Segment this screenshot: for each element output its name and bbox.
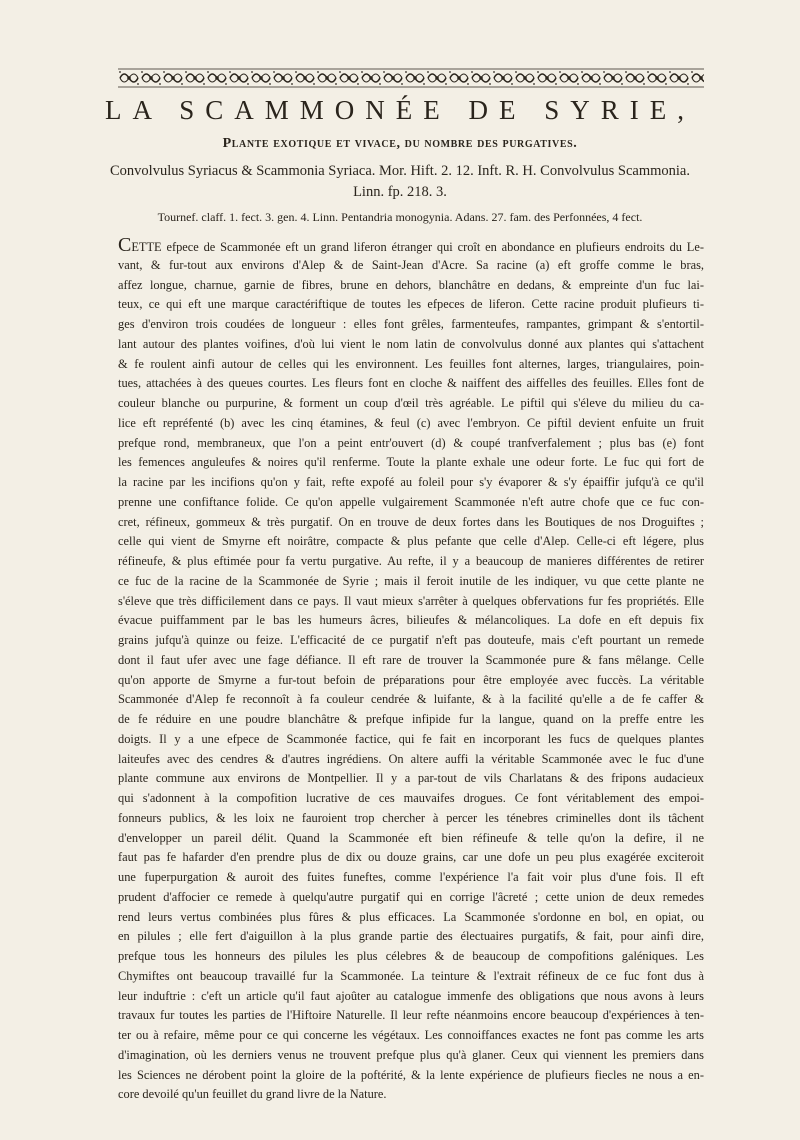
body-line: les femences anguleufes & noires qu'il renferme. Toute la plante exhale une odeur forte. Le fuc qui fort de [118,455,704,470]
body-line: prudent d'affocier ce remede à quelqu'autre purgatif qui en corrige l'âcreté ; cette union de deux remedes [118,889,704,904]
body-line: & fe roulent ainfi autour de celles qui les environnent. Les feuilles font alternes, larges, triangulaires, poin- [118,356,704,371]
body-line: d'imagination, où les derniers venus ne trouvent prefque plus qu'à glaner. Ceux qui viennent les premiers dans [118,1047,704,1062]
body-text [118,236,704,1105]
body-line: réfineufe, & plus eftimée pour fa vertu purgative. Au refte, il y a beaucoup de manieres différentes de retirer [118,554,704,568]
body-line: grains jufqu'à quinze ou feize. L'efficacité de ce purgatif n'eft pas douteufe, mais c'eft pourtant un remede [118,633,704,647]
body-line: rend leurs vertus combinées plus fûres & plus efficaces. La Scammonée s'ordonne en bol, en opiat, ou [118,909,704,924]
body-line: d'envelopper un pareil délit. Quand la Scammonée eft bien réfineufe & telle qu'on la defire, il ne [118,830,704,845]
page-subtitle: Plante exotique et vivace, du nombre des purgatives. [222,136,578,151]
body-line: de fe réduire en une poudre blanchâtre & prefque infipide fur la langue, quand on la preffe entre les [118,712,704,726]
body-line: lice eft repréfenté (b) avec les cinq étamines, & feul (c) avec l'embryon. Ce piftil devient enfuite un fruit [118,415,704,430]
body-line: celle qui vient de Smyrne eft noirâtre, compacte & plus pefante que celle d'Alep. Celle-ci eft légere, plus [118,534,704,549]
body-line: en pilules ; elle fert d'aiguillon à la plus grande partie des électuaires purgatifs, & fait, pour ainfi dire, [118,929,704,944]
body-line: ges d'environ trois coudées de longueur : elles font grêles, farmenteufes, rampantes, grimpant & s'entortil- [118,317,704,331]
body-line: faut pas fe hafarder d'en prendre plus de dix ou douze grains, car une dofe un peu plus exagérée exciteroit [118,850,704,865]
body-line: lant autour des plantes voifines, d'où lui vient le nom latin de convolvulus donné aux plantes qui s'attachent [118,336,704,351]
body-line: Chymiftes ont beaucoup travaillé fur la Scammonée. La teinture & l'extrait réfineux de ce fuc font dus à [118,968,704,983]
decorative-ornament-band [118,68,704,88]
body-line-text: ETTE efpece de Scammonée eft un grand liferon étranger qui croît en abondance en plufieurs endroits du Le- [131,240,704,254]
synonym-line-2: Linn. fp. 218. 3. [353,184,447,200]
body-line: laiteufes avec des cendres & d'autres ingrédiens. On altere auffi la véritable Scammonée avec le fuc d'une [118,751,704,766]
body-line: cret, réfineux, gommeux & très purgatif. On en trouve de deux fortes dans les Boutiques de nos Droguiftes ; [118,514,704,529]
body-line: qu'on apporte de Smyrne a fur-tout befoin de préparations pour être employée avec fuccès. La véritable [118,672,704,687]
ornament-icon [118,68,704,88]
body-line: plante commune aux environs de Montpellier. Il y a par-tout de vils Charlatans & des fripons audacieux [118,771,704,786]
body-line: évacue puiffamment par le bas les humeurs âcres, bilieufes & mélancoliques. La dofe en eft depuis fix [118,613,704,628]
body-line: ter ou à refaire, même pour ce qui concerne les végétaux. Les connoiffances exactes ne font pas comme les arts [118,1028,704,1042]
synonym-line-1: Convolvulus Syriacus & Scammonia Syriaca. Mor. Hift. 2. 12. Inft. R. H. Convolvulus Scammonia. [110,163,690,179]
body-line: la racine par les incifions qu'on y fait, refte expofé au foleil pour s'y évaporer & s'y épaiffir jufqu'à ce qu'il [118,475,704,489]
classification-line: Tournef. claff. 1. fect. 3. gen. 4. Linn. Pentandria monogynia. Adans. 27. fam. des Perfonnées, 4 fect. [157,210,643,224]
body-line: core devoilé qu'un feuillet du grand livre de la Nature. [118,1087,387,1102]
body-line: affez longue, charnue, garnie de fibres, brune en dehors, blanchâtre en dedans, & empreinte d'un fuc lai- [118,277,704,292]
body-line: Scammonée d'Alep fe reconnoît à fa couleur cendrée & luifante, & à la facilité qu'elle a de fe caffer & [118,692,704,707]
body-line: ce fuc de la racine de la Scammonée de Syrie ; mais il feroit inutile de les indiquer, vu que cette plante ne [118,573,704,588]
body-line: les Sciences ne dérobent point la gloire de la poftérité, & la lente expérience de plufieurs fiecles ne nous a en- [118,1067,704,1082]
body-line: prefque tous les honneurs des pilules les plus célebres & de beaucoup de compofitions galéniques. Les [118,949,704,963]
body-line: tues, attachées à des queues courtes. Les fleurs font en cloche & naiffent des aiffelles des feuilles. Elles font de [118,376,704,391]
body-line: prefque rond, membraneux, que l'on a peint entr'ouvert (d) & coupé tranfverfalement ; plus bas (e) font [118,435,704,450]
page-title: LA SCAMMONÉE DE SYRIE, [104,95,696,125]
body-line: teux, ce qui eft une marque caractériftique de toutes les efpeces de liferon. Cette racine produit plufieurs ti- [118,297,704,312]
body-line: prenne une confiftance folide. Ce qu'on appelle vulgairement Scammonée n'eft autre chofe que ce fuc con- [118,494,704,509]
body-line: s'éleve que très difficilement dans ce pays. Il vaut mieux s'arrêter à quelques obfervations fur fes propriétés. Elle [118,593,704,608]
drop-cap: C [118,236,132,256]
body-line: qui s'adonnent à la compofition lucrative de ces mauvaifes drogues. Ce font véritablement des empoi- [118,791,704,805]
body-line: leur induftrie : c'eft un article qu'il faut ajoûter au catalogue immenfe des obligations que nous avons à leurs [118,988,704,1003]
body-line: vant, & fur-tout aux environs d'Alep & de Saint-Jean d'Acre. Sa racine (a) eft groffe comme le bras, [118,257,704,272]
body-line [118,236,704,256]
body-line: doigts. Il y a une efpece de Scammonée factice, qui fe fait en incorporant les fucs de quelques plantes [118,731,704,746]
body-line: fonneurs publics, & les loix ne fauroient trop chercher à percer les ténebres criminelles dont ils tâchent [118,810,704,825]
body-line: dont il faut ufer avec une fage défiance. Il eft rare de trouver la Scammonée pure & fans mêlange. Celle [118,652,704,667]
body-line: couleur blanche ou purpurine, & forment un coup d'œil très agréable. Le piftil qui s'éleve du milieu du ca- [118,396,704,410]
body-line: travaux fur toutes les parties de l'Hiftoire Naturelle. Il leur refte néanmoins encore beaucoup d'expériences à ten- [118,1008,704,1023]
body-line: une fuperpurgation & auroit des fuites funeftes, comme l'expérience l'a fait voir plus d'une fois. Il eft [118,870,704,884]
